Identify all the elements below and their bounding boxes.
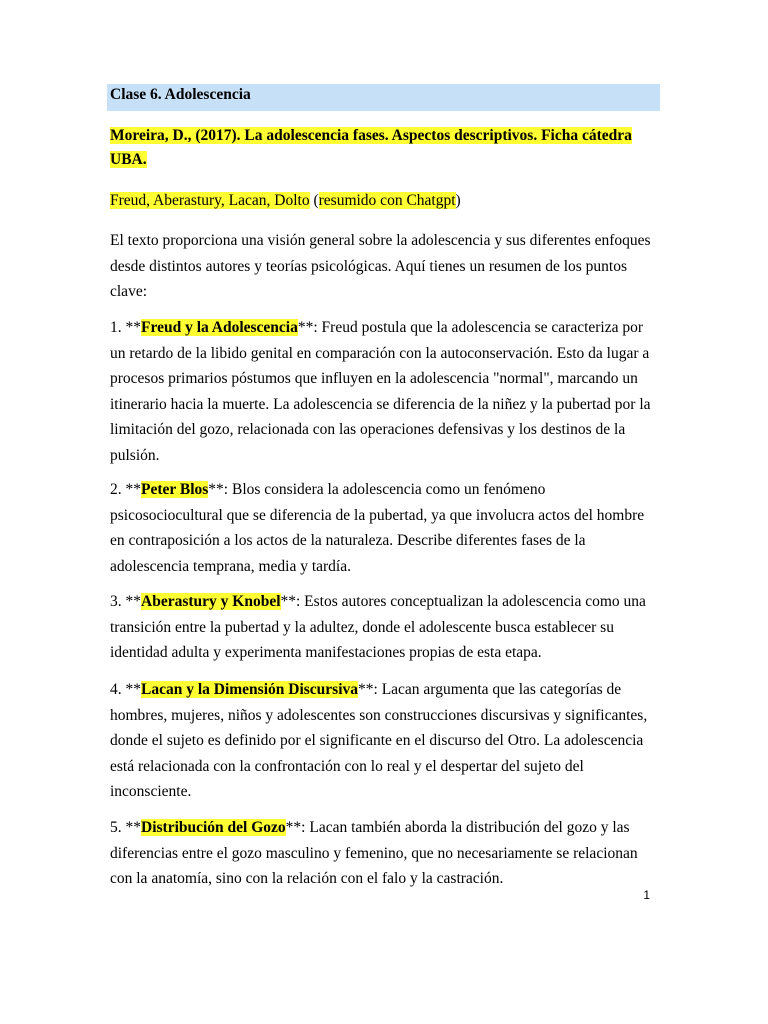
point-suffix: ** [297, 319, 314, 336]
point-prefix: 4. ** [110, 681, 141, 698]
point-prefix: 2. ** [110, 481, 141, 498]
bibliographic-reference [110, 124, 670, 172]
intro-text: El texto proporciona una visión general sobre la adolescencia y sus diferentes enfoques desde distintos autores y teorías psicológicas. Aquí tienes un resumen de los puntos clave: [110, 232, 651, 300]
point-suffix: ** [280, 593, 296, 610]
authors-note: resumido con Chatgpt [318, 192, 456, 209]
authors-separator: ( [309, 192, 319, 209]
point-body: : Freud postula que la adolescencia se caracteriza por un retardo de la libido genital en comparación con la autoconservación. Esto da lugar a procesos primarios póstumos que influyen en la adolescencia "normal", marcando un itinerario hacia la muerte. La adolescencia se diferencia de la niñez y la pubertad por la limitación del gozo, relacionada con las operaciones defensivas y los destinos de la pulsión. [110, 319, 651, 464]
authors-line [110, 191, 461, 211]
list-item [110, 677, 660, 805]
point-title: Aberastury y Knobel [141, 593, 281, 610]
point-suffix: ** [208, 481, 224, 498]
authors-names: Freud, Aberastury, Lacan, Dolto [110, 192, 310, 209]
list-item [110, 315, 660, 468]
banner-title: Clase 6. Adolescencia [110, 86, 251, 103]
page-number: 1 [643, 888, 650, 902]
point-body: : Lacan también aborda la distribución del gozo y las diferencias entre el gozo masculino y femenino, que no necesariamente se relacionan con la anatomía, sino con la relación con el falo y la castración. [110, 819, 638, 887]
intro-paragraph [110, 228, 660, 305]
list-item [110, 477, 660, 579]
point-body: : Blos considera la adolescencia como un fenómeno psicosociocultural que se diferencia de la pubertad, ya que involucra actos del hombre en contraposición a los actos de la naturaleza. Describe diferentes fases de la adolescencia temprana, media y tardía. [110, 481, 645, 575]
point-prefix: 1. ** [110, 319, 141, 336]
reference-text: Moreira, D., (2017). La adolescencia fases. Aspectos descriptivos. Ficha cátedra UBA. [110, 127, 632, 168]
point-body: : Lacan argumenta que las categorías de hombres, mujeres, niños y adolescentes son construcciones discursivas y significantes, donde el sujeto es definido por el significante en el discurso del Otro. La adolescencia está relacionada con la confrontación con lo real y el despertar del sujeto del inconsciente. [110, 681, 648, 800]
list-item [110, 815, 660, 892]
point-suffix: ** [285, 819, 302, 836]
point-prefix: 3. ** [110, 593, 141, 610]
point-title: Lacan y la Dimensión Discursiva [141, 681, 359, 698]
point-suffix: ** [358, 681, 374, 698]
section-banner [107, 84, 660, 111]
point-title: Peter Blos [141, 481, 209, 498]
list-item [110, 589, 660, 666]
point-title: Freud y la Adolescencia [141, 319, 298, 336]
point-title: Distribución del Gozo [141, 819, 286, 836]
authors-close: ) [455, 192, 461, 209]
point-body: : Estos autores conceptualizan la adolescencia como una transición entre la pubertad y la adultez, donde el adolescente busca establecer su identidad adulta y experimenta manifestaciones propias de esta etapa. [110, 593, 646, 661]
point-prefix: 5. ** [110, 819, 141, 836]
